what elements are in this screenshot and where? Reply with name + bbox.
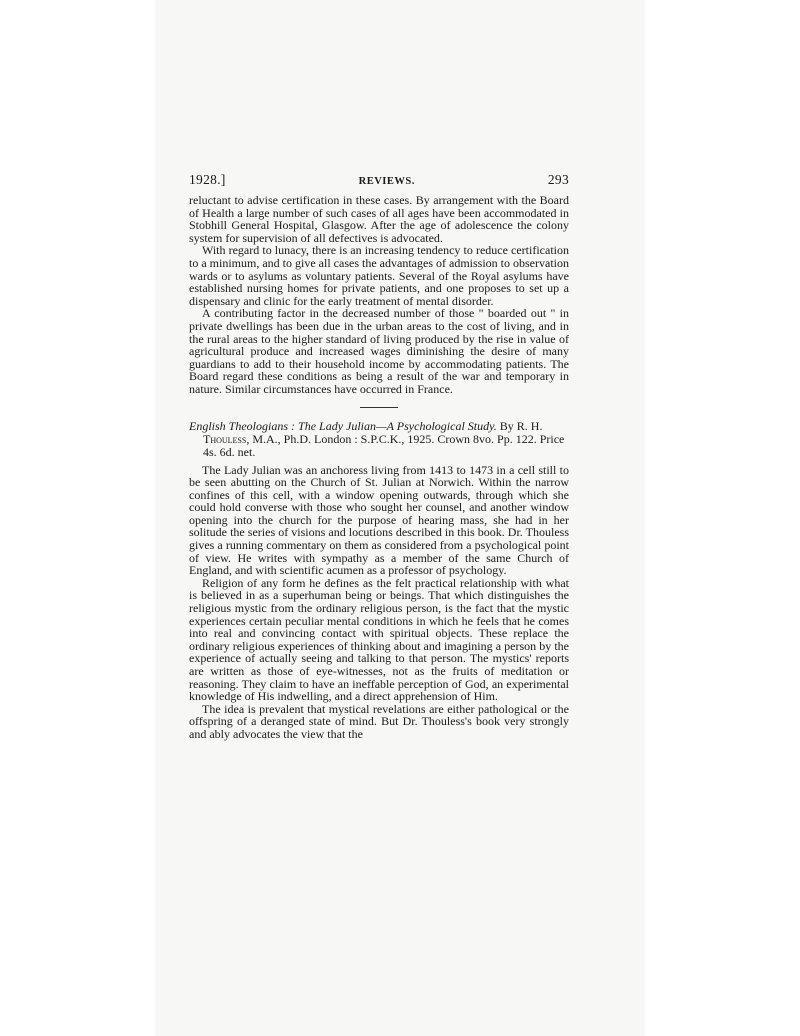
section-divider (360, 407, 398, 408)
citation-details: M.A., Ph.D. London : S.P.C.K., 1925. Crown 8vo. Pp. 122. Price 4s. 6d. net. (203, 431, 565, 459)
citation-by: By R. H. (499, 418, 543, 433)
header-year: 1928.] (189, 172, 226, 187)
review-paragraph-1: The Lady Julian was an anchoress living from 1413 to 1473 in a cell still to be seen abutting on the Church of St. Julian at Norwich. Within the narrow confines of this cell, with a window opening outwards, through which she could hold converse with those who sought her counsel, and another window opening into the church for the purpose of hearing mass, she had in her solitude the series of visions and locutions described in this book. Dr. Thouless gives a running commentary on them as considered from a psychological point of view. He writes with sympathy as a member of the same Church of England, and with scientific acumen as a professor of psychology. (189, 462, 569, 578)
review-paragraph-2: Religion of any form he defines as the felt practical relationship with what is believed in as a superhuman being or beings. That which distinguishes the religious mystic from the ordinary religious person, is the fact that the mystic experiences certain peculiar mental conditions in which he feels that he comes into real and convincing contact with spiritual objects. These replace the ordinary religious experiences of thinking about and imagining a person by the experience of actually seeing and talking to that person. The mystics' reports are written as those of eye-witnesses, not as the fruits of meditation or reasoning. They claim to have an ineffable perception of God, an experimental knowledge of His indwelling, and a direct apprehension of Him. (189, 575, 569, 704)
citation-author: Thouless, (203, 431, 250, 446)
page-number: 293 (547, 172, 569, 187)
citation-title: The Lady Julian—A Psychological Study. (298, 418, 497, 433)
page-content (189, 172, 569, 741)
review-paragraph-3: The idea is prevalent that mystical revelations are either pathological or the offspring of a deranged state of mind. But Dr. Thouless's book very strongly and ably advocates the view that the (189, 701, 569, 741)
header-title: REVIEWS. (358, 176, 415, 187)
paragraph-3: A contributing factor in the decreased number of those " boarded out " in private dwellings has been due in the urban areas to the cost of living, and in the rural areas to the higher standard of living produced by the rise in value of agricultural produce and increased wages diminishing the desire of many guardians to add to their household income by accommodating patients. The Board regard these conditions as being a result of the war and temporary in nature. Similar circumstances have occurred in France. (189, 306, 569, 396)
running-header (189, 172, 569, 188)
paragraph-2: With regard to lunacy, there is an increasing tendency to reduce certification to a minimum, and to give all cases the advantages of admission to observation wards or to asylums as voluntary patients. Several of the Royal asylums have established nursing homes for private patients, and one proposes to set up a dispensary and clinic for the early treatment of mental disorder. (189, 243, 569, 308)
review-citation (189, 420, 569, 459)
citation-series: English Theologians : (189, 418, 296, 433)
paragraph-1: reluctant to advise certification in these cases. By arrangement with the Board of Health a large number of such cases of all ages have been accommodated in Stobhill General Hospital, Glasgow. After the age of adolescence the colony system for supervision of all defectives is advocated. (189, 193, 569, 245)
